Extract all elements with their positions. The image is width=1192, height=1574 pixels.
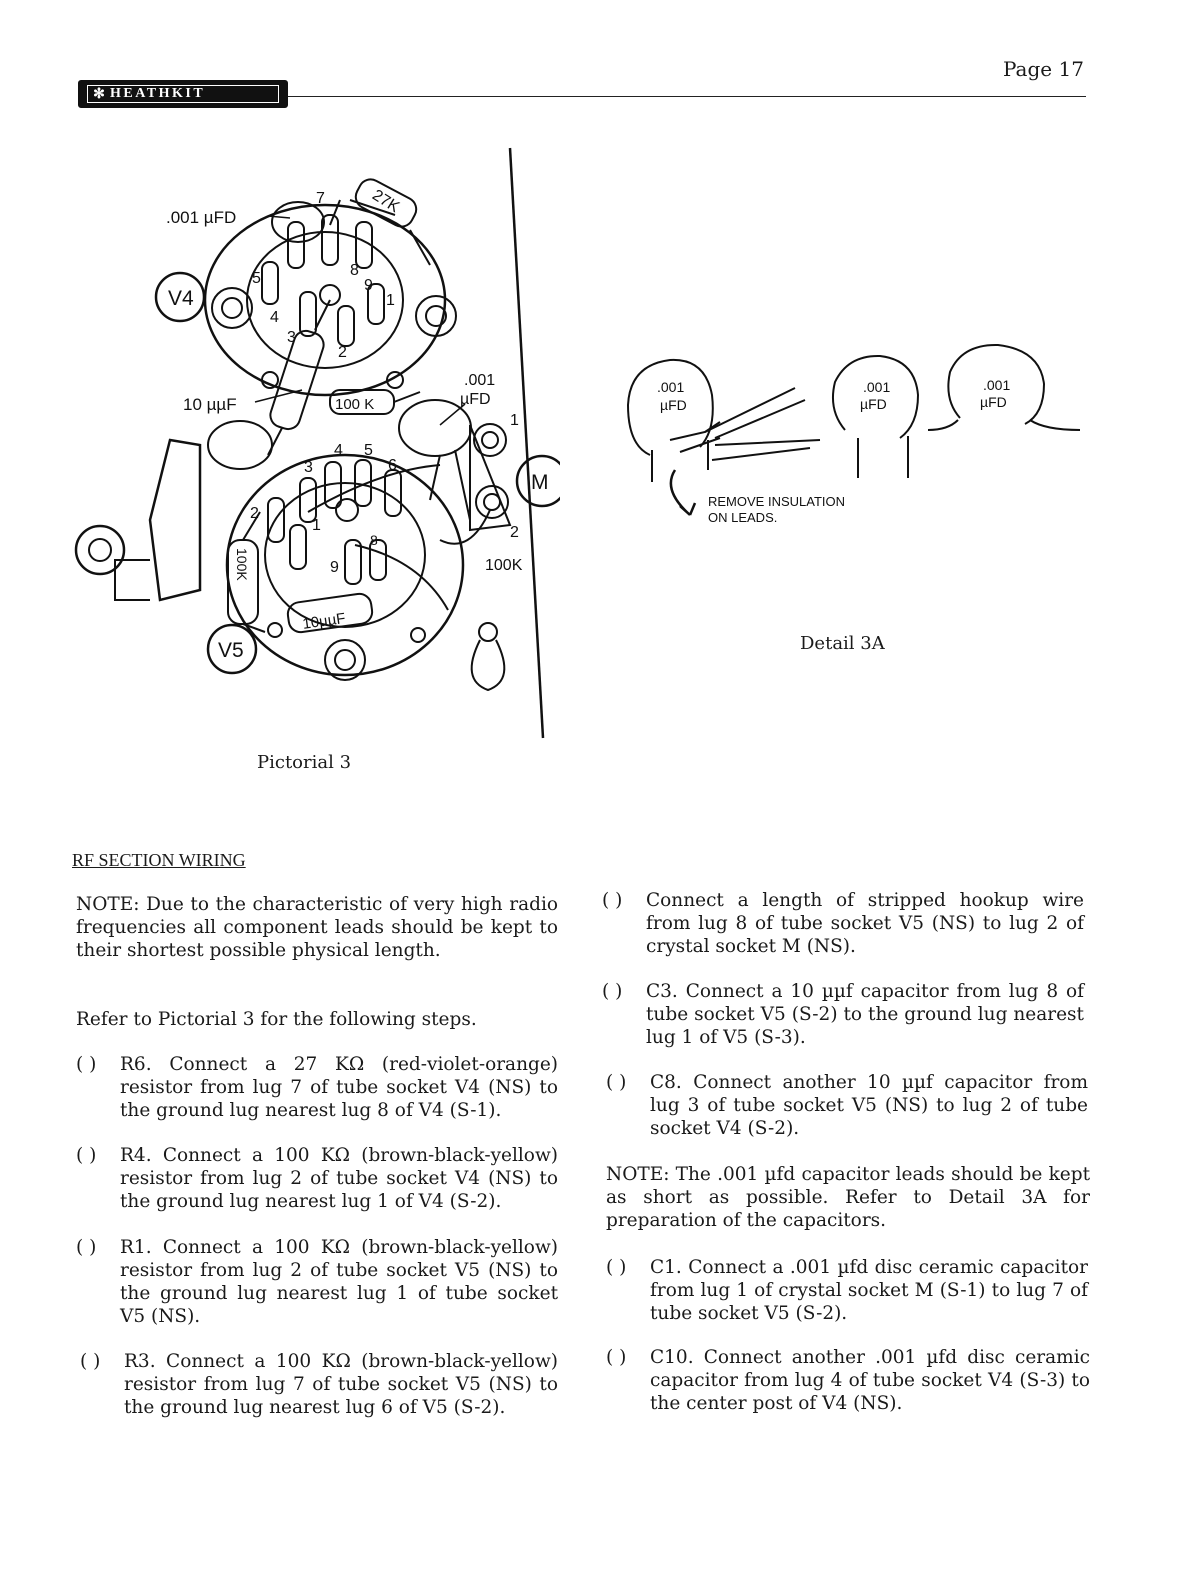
step-text: C3. Connect a 10 µµf capacitor from lug 8 of tube socket V5 (S-2) to the ground lug nearest lug 1 of V5 (S-3). [646, 981, 1084, 1048]
refer-text: Refer to Pictorial 3 for the following steps. [76, 1009, 477, 1030]
lug-v5-5: 5 [364, 442, 373, 459]
leader-10uuf [255, 390, 302, 402]
lug-v5-6: 6 [388, 457, 397, 474]
detail-cap3-label: .001 [983, 377, 1011, 393]
step-text: R1. Connect a 100 KΩ (brown-black-yellow) resistor from lug 2 of tube socket V5 (NS) to the ground lug nearest lug 1 of tube socket V5 (NS). [120, 1237, 558, 1327]
detail-cap3-unit: µFD [980, 394, 1007, 410]
step-text: C1. Connect a .001 µfd disc ceramic capacitor from lug 1 of crystal socket M (S-1) to lug 7 of tube socket V5 (S-2). [650, 1257, 1088, 1324]
checkbox[interactable]: ( ) [606, 1072, 627, 1093]
detail-cap2-label: .001 [863, 379, 891, 395]
section-title: RF SECTION WIRING [72, 850, 246, 870]
detail-instruction-line1: REMOVE INSULATION [708, 494, 846, 509]
crystal-socket-m [470, 424, 510, 530]
label-v4: V4 [168, 287, 194, 310]
right-note: NOTE: The .001 µfd capacitor leads should be kept as short as possible. Refer to Detail 3A for preparation of the capacitors. [606, 1164, 1090, 1231]
checkbox[interactable]: ( ) [76, 1054, 97, 1075]
label-100k-left: 100K [234, 548, 250, 581]
label-v5: V5 [218, 639, 244, 662]
lug-v4-1: 1 [386, 292, 395, 309]
checkbox[interactable]: ( ) [602, 890, 623, 911]
lug-v4-7: 7 [316, 190, 325, 207]
checkbox[interactable]: ( ) [606, 1347, 627, 1368]
checkbox[interactable]: ( ) [606, 1257, 627, 1278]
leader-001-top [268, 216, 290, 218]
step-c10 [606, 1346, 1090, 1416]
logo-text: HEATHKIT [110, 86, 206, 101]
step-text: R6. Connect a 27 KΩ (red-violet-orange) resistor from lug 7 of tube socket V4 (NS) to the ground lug nearest lug 8 of V4 (S-1). [120, 1054, 558, 1121]
checkbox[interactable]: ( ) [602, 981, 623, 1002]
checkbox[interactable]: ( ) [76, 1145, 97, 1166]
detail-capacitor-2 [833, 356, 918, 478]
checkbox[interactable]: ( ) [76, 1237, 97, 1258]
heathkit-logo [78, 80, 288, 108]
label-ufd-right: µFD [460, 391, 491, 408]
atom-icon: ✻ [93, 86, 105, 102]
label-100k-right: 100K [485, 557, 523, 574]
detail-cap1-unit: µFD [660, 397, 687, 413]
label-001-ufd-top: .001 µFD [166, 208, 237, 227]
lug-v5-1: 1 [312, 517, 321, 534]
step-c1 [606, 1256, 1088, 1326]
step-text: C10. Connect another .001 µfd disc ceramic capacitor from lug 4 of tube socket V4 (S-3) to the center post of V4 (NS). [650, 1347, 1090, 1414]
label-10uuf-lower: 10µµF [301, 609, 347, 633]
lug-v4-8: 8 [350, 262, 359, 279]
capacitor-001-right [399, 400, 471, 520]
checkbox[interactable]: ( ) [80, 1351, 101, 1372]
step-c8 [606, 1071, 1088, 1141]
header-rule [288, 96, 1086, 97]
lug-v5-8: 8 [370, 532, 378, 548]
detail-cap2-unit: µFD [860, 396, 887, 412]
v5-socket [227, 455, 463, 680]
pictorial-3-illustration [60, 140, 560, 740]
step-text: R3. Connect a 100 KΩ (brown-black-yellow) resistor from lug 7 of tube socket V5 (NS) to the ground lug nearest lug 6 of V5 (S-2). [124, 1351, 558, 1418]
lug-v5-2: 2 [250, 505, 259, 522]
lug-v5-4: 4 [334, 442, 343, 459]
step-r1 [76, 1236, 558, 1328]
lug-m-2: 2 [510, 524, 519, 541]
step-text: Connect a length of stripped hookup wire from lug 8 of tube socket V5 (NS) to lug 2 of crystal socket M (NS). [646, 890, 1084, 957]
lug-v4-9: 9 [364, 277, 373, 294]
lug-v4-4: 4 [270, 309, 279, 326]
lug-v4-3: 3 [287, 329, 296, 346]
lug-m-1: 1 [510, 412, 519, 429]
step-hookup-wire [602, 889, 1084, 959]
label-27k: 27K [369, 186, 403, 217]
page-number: Page 17 [1003, 57, 1084, 81]
step-c3 [602, 980, 1084, 1050]
label-100k-upper: 100 K [335, 396, 375, 413]
step-text: C8. Connect another 10 µµf capacitor from lug 3 of tube socket V5 (NS) to lug 2 of tube socket V4 (S-2). [650, 1072, 1088, 1139]
detail-cap1-label: .001 [657, 379, 685, 395]
step-r3 [80, 1350, 558, 1420]
label-001-right: .001 [464, 372, 496, 389]
lug-v5-9: 9 [330, 559, 339, 576]
detail-3a-illustration [615, 340, 1090, 530]
detail-caption: Detail 3A [800, 633, 885, 654]
pictorial-caption: Pictorial 3 [257, 752, 352, 773]
label-m: M [531, 471, 549, 494]
lug-v4-2: 2 [338, 344, 347, 361]
left-note: NOTE: Due to the characteristic of very high radio frequencies all component leads should be kept to their shortest possible physical length. [76, 894, 558, 961]
keyhole-mounting [472, 623, 505, 690]
v4-socket [205, 205, 456, 395]
step-r4 [76, 1144, 558, 1214]
step-text: R4. Connect a 100 KΩ (brown-black-yellow) resistor from lug 2 of tube socket V4 (NS) to the ground lug nearest lug 1 of V4 (S-2). [120, 1145, 558, 1212]
label-10uuf-upper: 10 µµF [183, 395, 237, 414]
lug-v5-3: 3 [304, 459, 313, 476]
chassis-edge [510, 148, 543, 738]
step-r6 [76, 1053, 558, 1123]
lug-v4-5: 5 [252, 270, 261, 287]
detail-instruction-line2: ON LEADS. [708, 510, 778, 525]
